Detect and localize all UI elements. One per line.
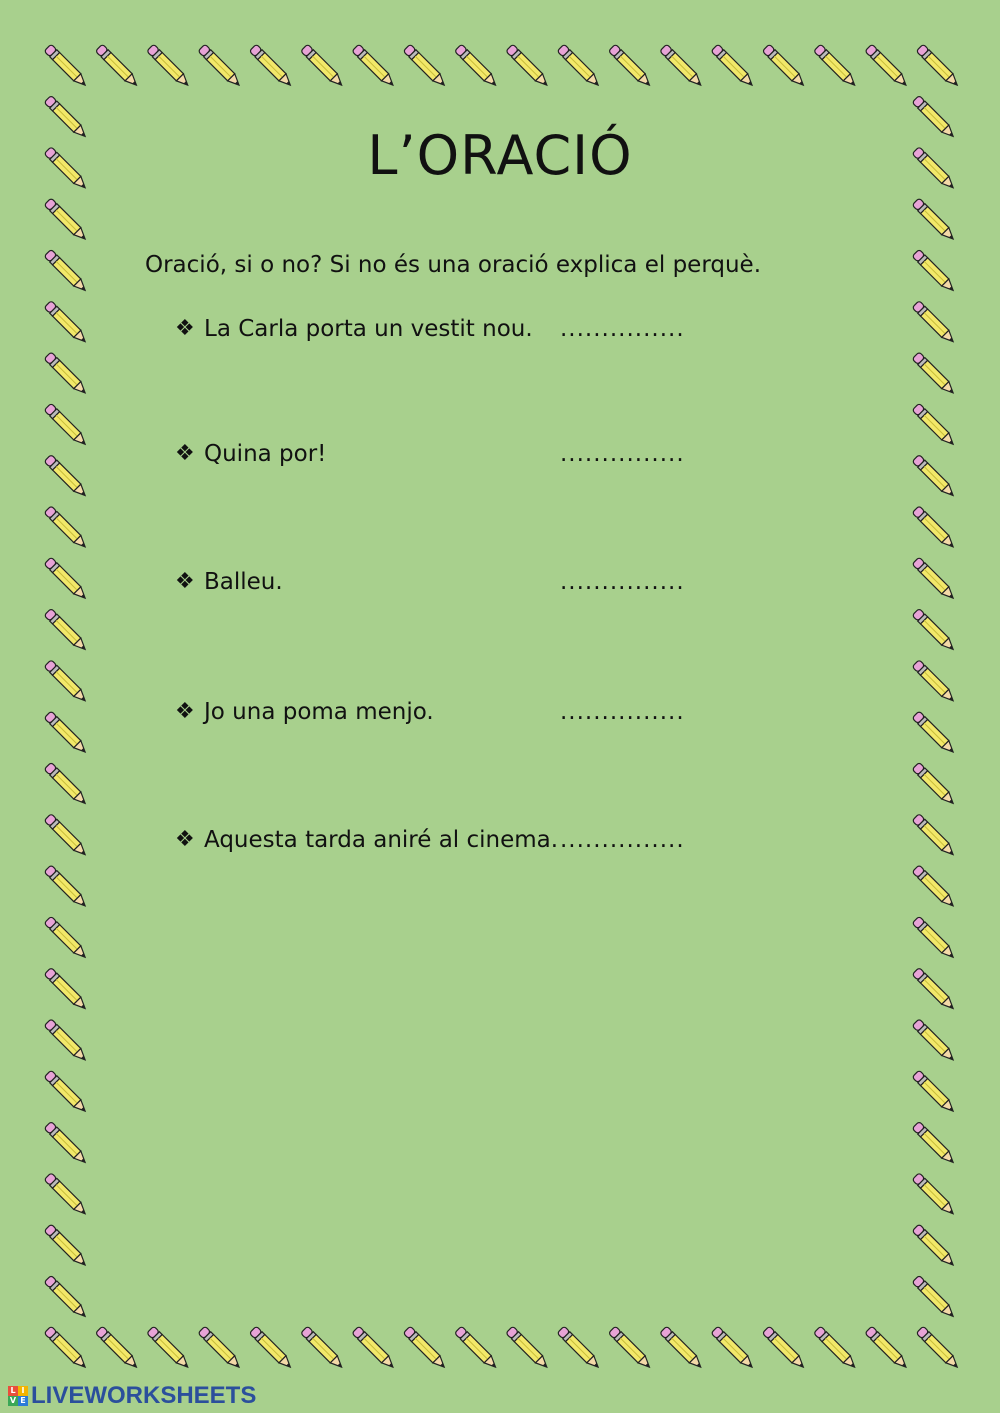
pencil-icon [44,865,89,910]
pencil-icon [44,301,89,346]
pencil-icon [44,762,89,807]
pencil-icon [865,44,910,89]
pencil-icon [95,44,140,89]
pencil-icon [454,1326,499,1371]
exercise-item [175,316,735,350]
pencil-icon [814,44,859,89]
exercise-item [175,827,735,861]
pencil-icon [912,660,957,705]
pencil-icon [912,916,957,961]
exercise-item [175,569,735,603]
pencil-icon [44,660,89,705]
pencil-icon [660,44,705,89]
pencil-icon [44,198,89,243]
pencil-icon [912,865,957,910]
pencil-icon [44,1275,89,1320]
pencil-icon [912,301,957,346]
pencil-icon [814,1326,859,1371]
answer-field[interactable]: ............... [560,441,685,467]
pencil-icon [44,1173,89,1218]
pencil-icon [44,44,89,89]
pencil-icon [608,1326,653,1371]
pencil-icon [865,1326,910,1371]
diamond-bullet-icon: ❖ [175,699,195,724]
pencil-icon [44,352,89,397]
pencil-icon [912,1019,957,1064]
pencil-icon [506,44,551,89]
diamond-bullet-icon: ❖ [175,827,195,852]
pencil-icon [147,1326,192,1371]
diamond-bullet-icon: ❖ [175,316,195,341]
pencil-icon [44,814,89,859]
pencil-icon [608,44,653,89]
pencil-icon [912,403,957,448]
brand-name: LIVEWORKSHEETS [31,1382,257,1409]
answer-field[interactable]: ............... [560,569,685,595]
exercise-sentence: Balleu. [204,569,283,595]
pencil-icon [352,1326,397,1371]
exercise-sentence: Quina por! [204,441,327,467]
pencil-icon [912,352,957,397]
pencil-icon [301,44,346,89]
pencil-icon [912,967,957,1012]
pencil-icon [301,1326,346,1371]
liveworksheets-logo[interactable] [8,1384,256,1408]
pencil-icon [44,454,89,499]
pencil-icon [912,506,957,551]
exercise-item [175,699,735,733]
pencil-icon [912,1070,957,1115]
pencil-icon [912,711,957,756]
pencil-icon [44,1019,89,1064]
pencil-icon [912,249,957,294]
pencil-icon [352,44,397,89]
pencil-icon [557,1326,602,1371]
pencil-icon [557,44,602,89]
answer-field[interactable]: ............... [560,699,685,725]
pencil-icon [912,454,957,499]
exercise-sentence: Jo una poma menjo. [204,699,434,725]
pencil-icon [198,44,243,89]
pencil-icon [912,814,957,859]
answer-field[interactable]: ............... [560,827,685,853]
pencil-icon [660,1326,705,1371]
pencil-icon [403,1326,448,1371]
pencil-icon [711,44,756,89]
pencil-icon [454,44,499,89]
pencil-icon [916,1326,961,1371]
pencil-icon [44,608,89,653]
pencil-icon [44,1326,89,1371]
pencil-icon [44,557,89,602]
pencil-icon [44,403,89,448]
pencil-icon [403,44,448,89]
pencil-icon [912,762,957,807]
diamond-bullet-icon: ❖ [175,569,195,594]
pencil-icon [912,1121,957,1166]
pencil-icon [44,506,89,551]
pencil-icon [249,1326,294,1371]
pencil-icon [506,1326,551,1371]
page-title: L’ORACIÓ [367,124,633,187]
pencil-icon [198,1326,243,1371]
pencil-icon [711,1326,756,1371]
pencil-icon [44,249,89,294]
pencil-icon [912,1173,957,1218]
pencil-icon [44,967,89,1012]
pencil-icon [147,44,192,89]
diamond-bullet-icon: ❖ [175,441,195,466]
pencil-icon [916,44,961,89]
pencil-icon [762,1326,807,1371]
answer-field[interactable]: ............... [560,316,685,342]
pencil-icon [912,1224,957,1269]
pencil-icon [44,1224,89,1269]
pencil-icon [912,608,957,653]
exercise-sentence: Aquesta tarda aniré al cinema. [204,827,559,853]
pencil-icon [44,1121,89,1166]
pencil-icon [912,1275,957,1320]
pencil-icon [95,1326,140,1371]
pencil-icon [44,711,89,756]
pencil-icon [44,1070,89,1115]
instruction-text: Oració, si o no? Si no és una oració explica el perquè. [145,252,762,278]
pencil-icon [249,44,294,89]
exercise-sentence: La Carla porta un vestit nou. [204,316,533,342]
pencil-icon [762,44,807,89]
exercise-item [175,441,735,475]
pencil-icon [912,198,957,243]
logo-mark-icon: L I V E [8,1386,28,1406]
pencil-icon [912,557,957,602]
pencil-icon [44,916,89,961]
